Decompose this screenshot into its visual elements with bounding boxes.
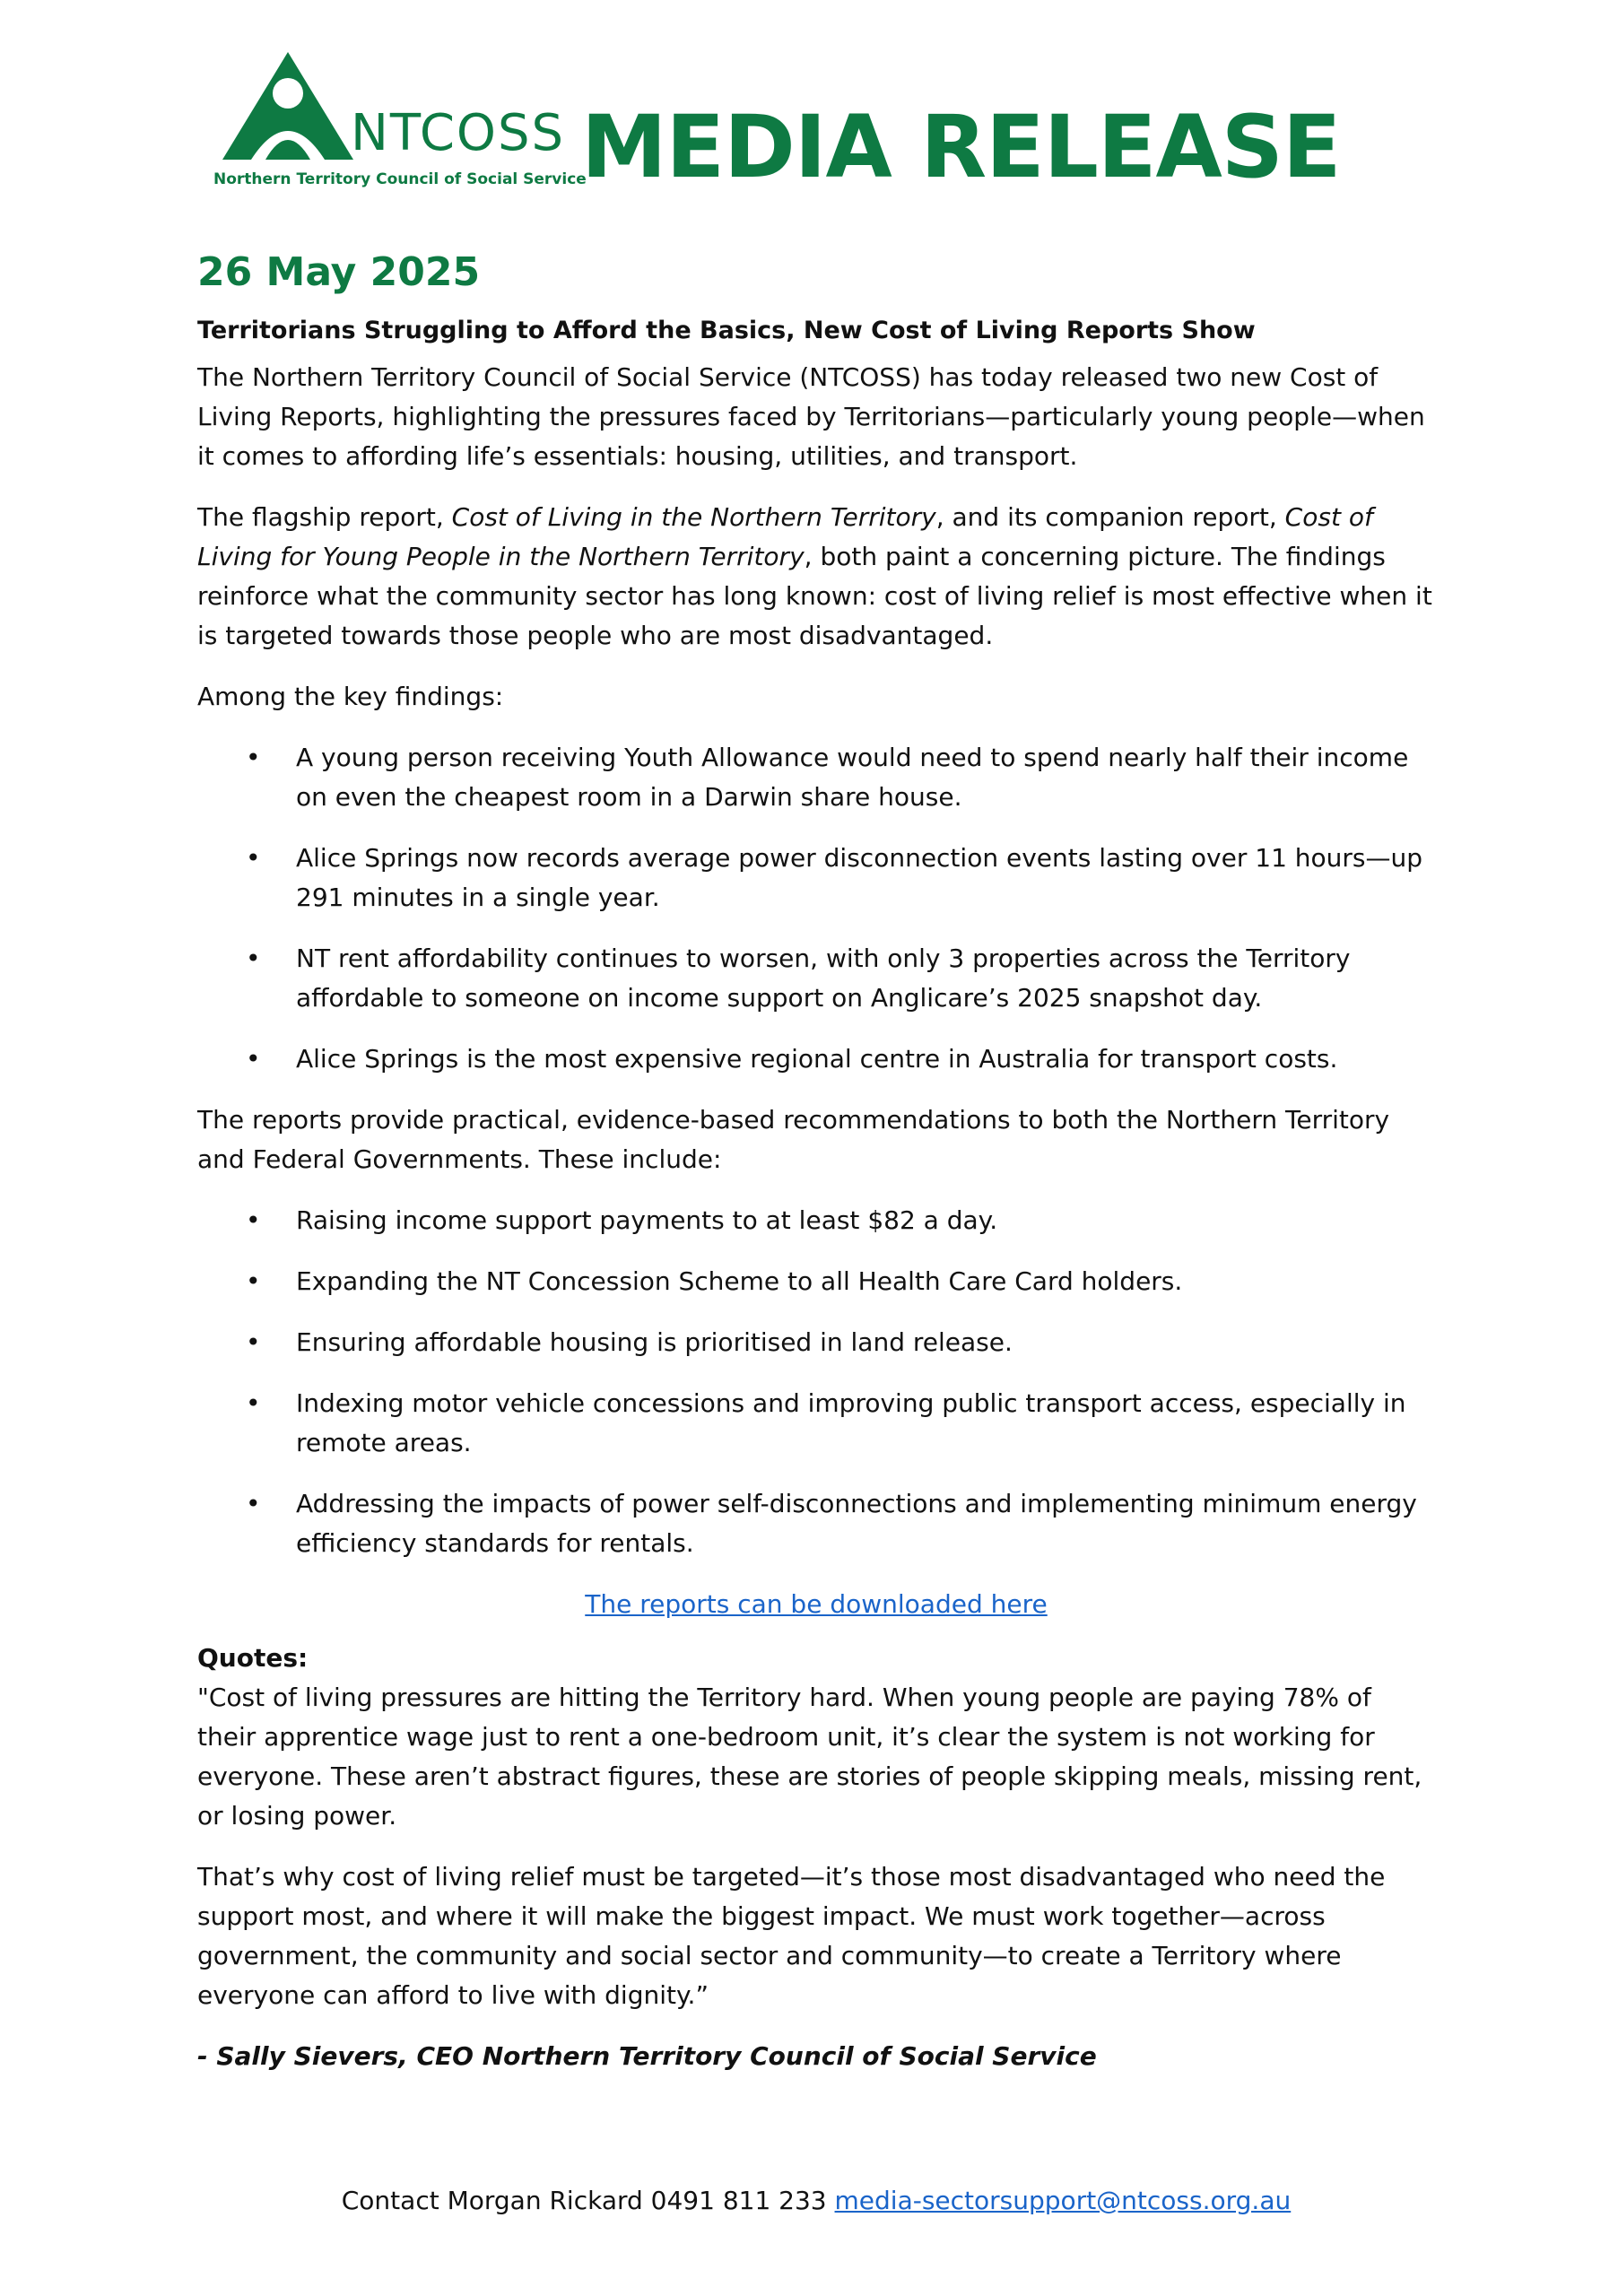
flagship-paragraph (197, 498, 1435, 656)
recommendation-text: Indexing motor vehicle concessions and improving public transport access, especially in remote areas. (296, 1388, 1406, 1458)
findings-intro: Among the key findings: (197, 682, 504, 712)
list-item (197, 738, 1435, 817)
download-link-line (197, 1585, 1435, 1624)
report-title-1: Cost of Living in the Northern Territory (451, 502, 936, 533)
bullet: • (246, 1327, 261, 1358)
recommendations-list (197, 1201, 1435, 1563)
bullet: • (246, 1388, 261, 1419)
release-headline: Territorians Struggling to Afford the Basics, New Cost of Living Reports Show (197, 316, 1256, 344)
list-item (197, 1484, 1435, 1563)
finding-text: NT rent affordability continues to worsen, with only 3 properties across the Territory affordable to someone on income support on Anglicare’s 2025 snapshot day. (296, 944, 1351, 1013)
bullet: • (246, 1266, 261, 1297)
recommendation-text: Raising income support payments to at least $82 a day. (296, 1205, 998, 1236)
list-item (197, 939, 1435, 1018)
finding-text: A young person receiving Youth Allowance would need to spend nearly half their income on even the cheapest room in a Darwin share house. (296, 743, 1409, 813)
logo-wordmark: NTCOSS (351, 104, 566, 162)
list-item (197, 1384, 1435, 1463)
list-item (197, 1201, 1435, 1240)
media-release-title: MEDIA RELEASE (581, 97, 1341, 197)
quote-paragraph-2: That’s why cost of living relief must be targeted—it’s those most disadvantaged who need the support most, and where it will make the biggest impact. We must work together—across government, the community and social sector and community—to create a Territory where everyone can afford to live with dignity.” (197, 1862, 1386, 2011)
flagship-lead: The flagship report, (197, 502, 452, 533)
report-title-2: Cost of Living for Young People in the Northern Territory (197, 502, 1373, 572)
bullet: • (246, 843, 261, 874)
recommendations-intro: The reports provide practical, evidence-based recommendations to both the Northern Territory and Federal Governments. These include: (197, 1105, 1390, 1175)
intro-paragraph: The Northern Territory Council of Social Service (NTCOSS) has today released two new Cost of Living Reports, highlighting the pressures faced by Territorians—particularly young people—when it comes to affording life’s essentials: housing, utilities, and transport. (197, 362, 1425, 472)
recommendation-text: Ensuring affordable housing is prioritised in land release. (296, 1327, 1013, 1358)
contact-text: Contact Morgan Rickard 0491 811 233 (341, 2186, 835, 2215)
download-reports-link[interactable]: The reports can be downloaded here (585, 1589, 1048, 1620)
quote-signature: - Sally Sievers, CEO Northern Territory Council of Social Service (197, 2041, 1097, 2072)
bullet: • (246, 944, 261, 974)
ntcoss-logo (212, 50, 587, 203)
list-item (197, 1262, 1435, 1301)
list-item (197, 1039, 1435, 1079)
list-item (197, 839, 1435, 918)
flagship-mid: , and its companion report, (935, 502, 1285, 533)
bullet: • (246, 1489, 261, 1519)
flagship-tail: , both paint a concerning picture. The findings reinforce what the community sector has long known: cost of living relief is most effective when it is targeted towards those people who are most disadvantaged. (197, 542, 1432, 651)
finding-text: Alice Springs now records average power disconnection events lasting over 11 hours—up 291 minutes in a single year. (296, 843, 1423, 913)
page-header (212, 50, 1378, 203)
logo-subtitle: Northern Territory Council of Social Service (213, 170, 587, 188)
list-item (197, 1323, 1435, 1362)
release-content (197, 249, 1435, 2076)
release-date: 26 May 2025 (197, 249, 481, 295)
media-release-page (197, 0, 1435, 2296)
quote-paragraph-1: "Cost of living pressures are hitting the Territory hard. When young people are paying 78% of their apprentice wage just to rent a one-bedroom unit, it’s clear the system is not working for everyone. These aren’t abstract figures, these are stories of people skipping meals, missing rent, or losing power. (197, 1683, 1422, 1831)
bullet: • (246, 1044, 261, 1074)
finding-text: Alice Springs is the most expensive regional centre in Australia for transport costs. (296, 1044, 1338, 1074)
contact-email-link[interactable]: media-sectorsupport@ntcoss.org.au (834, 2186, 1292, 2215)
bullet: • (246, 1205, 261, 1236)
bullet: • (246, 743, 261, 773)
ntcoss-a-logo-icon (212, 50, 364, 167)
findings-list (197, 738, 1435, 1079)
recommendation-text: Addressing the impacts of power self-disconnections and implementing minimum energy efficiency standards for rentals. (296, 1489, 1417, 1559)
contact-footer (197, 2181, 1435, 2221)
recommendation-text: Expanding the NT Concession Scheme to all Health Care Card holders. (296, 1266, 1183, 1297)
quotes-label: Quotes: (197, 1643, 309, 1674)
